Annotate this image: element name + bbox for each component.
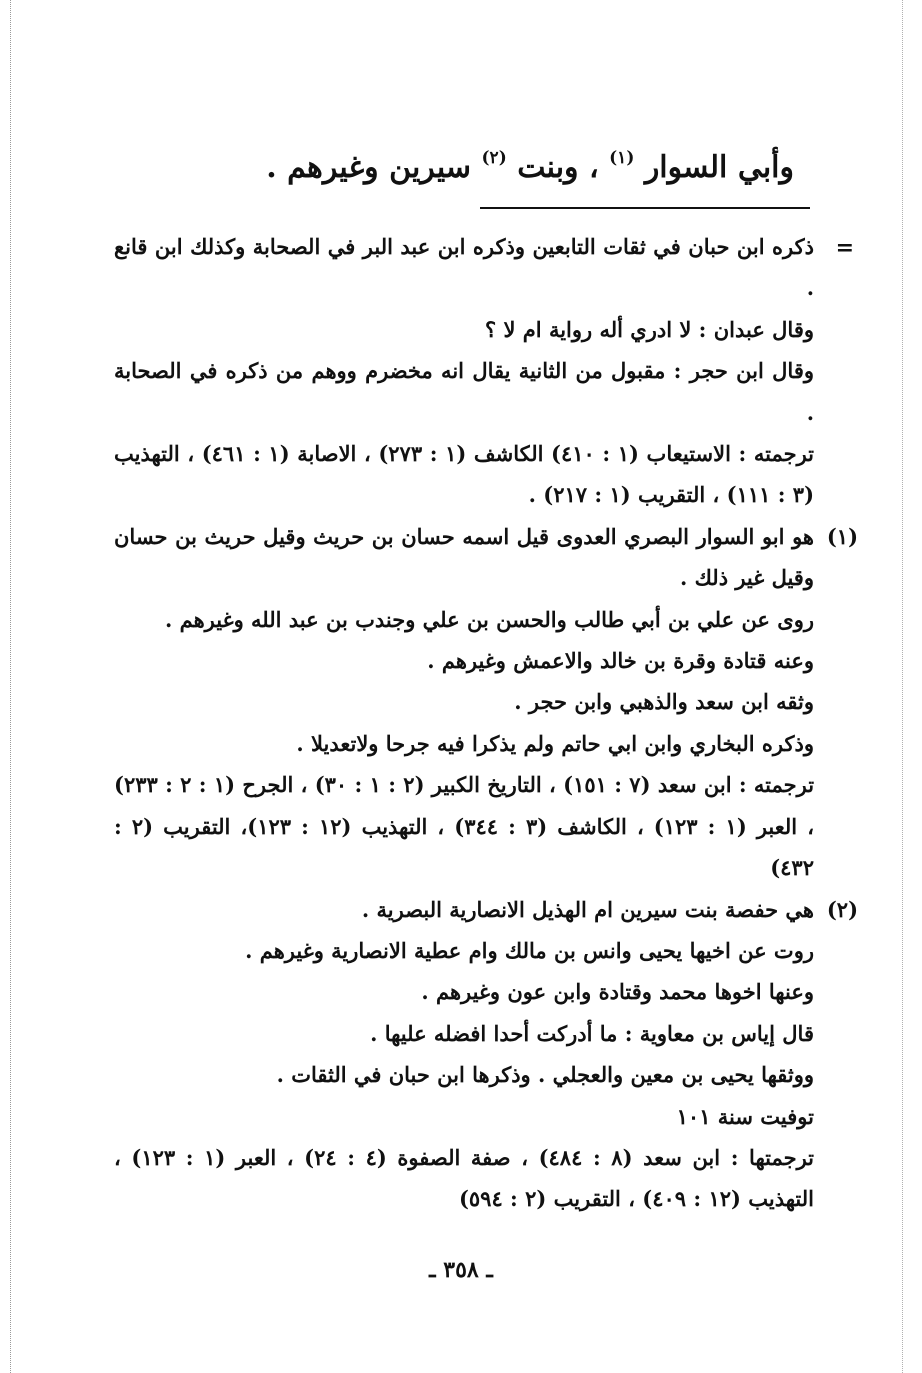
footnotes xyxy=(114,226,858,1220)
footnote-paragraph: ترجمته : ابن سعد (٧ : ١٥١) ، التاريخ الكبير (٢ : ١ : ٣٠) ، الجرح (١ : ٢ : ٢٣٣) ، العبر (١ : ١٢٣) ، الكاشف (٣ : ٣٤٤) ، التهذيب (١٢ : ١٢٣)، التقريب (٢ : ٤٣٢) xyxy=(114,772,815,881)
main-text-line xyxy=(234,136,794,190)
footnote-paragraph: روى عن علي بن أبي طالب والحسن بن علي وجندب بن عبد الله وغيرهم . xyxy=(164,606,814,632)
footnote-paragraph: ووثقها يحيى بن معين والعجلي . وذكرها ابن حبان في الثقات . xyxy=(276,1062,814,1088)
footnote-paragraph: وقال عبدان : لا ادري أله رواية ام لا ؟ xyxy=(485,316,814,342)
footnote-paragraph: قال إياس بن معاوية : ما أدركت أحدا افضله عليها . xyxy=(370,1020,814,1046)
footnote-paragraph: وعنه قتادة وقرة بن خالد والاعمش وغيرهم . xyxy=(427,648,814,674)
footnote-paragraph: وقال ابن حجر : مقبول من الثانية يقال انه مخضرم ووهم من ذكره في الصحابة . xyxy=(114,358,814,425)
heading-part-2: ، وبنت xyxy=(517,150,599,185)
footnote-paragraph: وثقه ابن سعد والذهبي وابن حجر . xyxy=(514,689,814,715)
footnote-paragraph: ترجمته : الاستيعاب (١ : ٤١٠) الكاشف (١ : ٢٧٣) ، الاصابة (١ : ٤٦١) ، التهذيب (٣ : ١١١) ، التقريب (١ : ٢١٧) . xyxy=(114,441,815,508)
footnote-number: (١) xyxy=(826,523,858,549)
footnote-paragraph: توفيت سنة ١٠١ xyxy=(676,1103,814,1129)
footnote-paragraph: وذكره البخاري وابن ابي حاتم ولم يذكرا فيه جرحا ولاتعديلا . xyxy=(296,730,814,756)
footnote-ref-2: (٢) xyxy=(481,148,507,168)
footnote-paragraph: هو ابو السوار البصري العدوى قيل اسمه حسان بن حريث وقيل حريث بن حسان وقيل غير ذلك . xyxy=(114,523,814,591)
heading-part-1: وأبي السوار xyxy=(644,150,794,185)
footnote-paragraph: وعنها اخوها محمد وقتادة وابن عون وغيرهم . xyxy=(421,979,814,1005)
heading-part-3: سيرين وغيرهم . xyxy=(266,150,472,185)
footnote-separator xyxy=(480,207,810,209)
footnote-number: (٢) xyxy=(826,896,858,922)
footnote-paragraph: ذكره ابن حبان في ثقات التابعين وذكره ابن عبد البر في الصحابة وكذلك ابن قانع . xyxy=(114,234,814,301)
footnote-2 xyxy=(114,889,858,1220)
footnote-paragraph: هي حفصة بنت سيرين ام الهذيل الانصارية البصرية . xyxy=(361,896,814,922)
continuation-mark: = xyxy=(835,235,854,261)
footnote-ref-1: (١) xyxy=(609,148,635,168)
footnote-paragraph: روت عن اخيها يحيى وانس بن مالك وام عطية الانصارية وغيرهم . xyxy=(245,937,814,963)
continued-footnote xyxy=(114,226,854,516)
footnote-1 xyxy=(114,516,858,889)
page-number: ـ ٣٥٨ ـ xyxy=(429,1257,493,1283)
footnote-paragraph: ترجمتها : ابن سعد (٨ : ٤٨٤) ، صفة الصفوة (٤ : ٢٤) ، العبر (١ : ١٢٣) ، التهذيب (١٢ : ٤٠٩) ، التقريب (٢ : ٥٩٤) xyxy=(114,1144,815,1212)
